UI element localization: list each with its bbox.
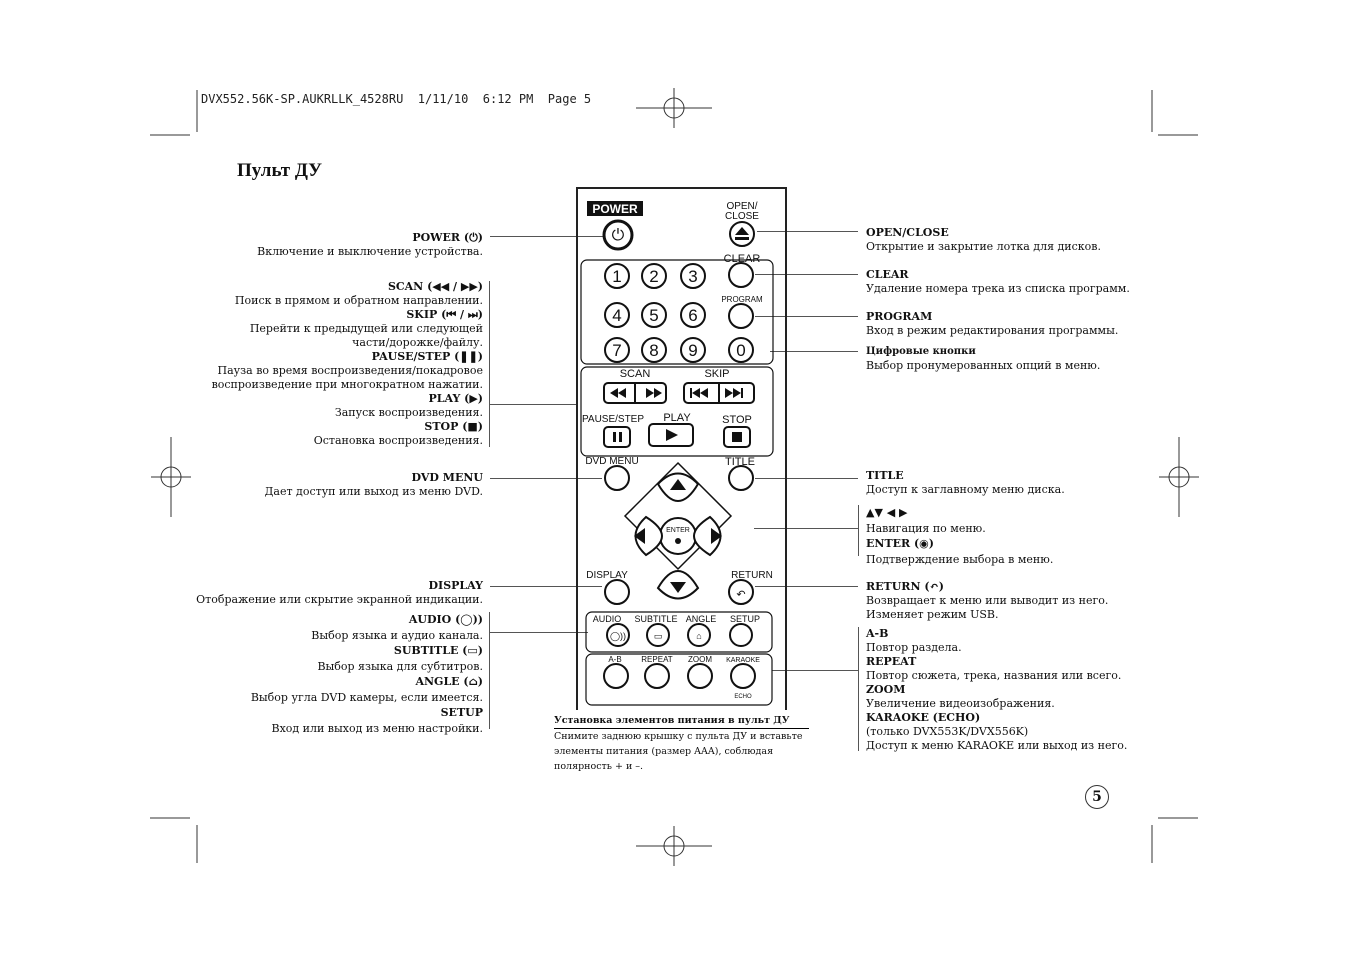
remote-digit-9: 9 [688,341,698,360]
nav-label: ▲▼ ◀ ▶ [866,506,908,519]
remote-digit-7: 7 [612,341,622,360]
ab-group-desc [866,627,1136,753]
remote-dvdmenu-label: DVD MENU [585,456,639,467]
enter-label: ENTER (◉) [866,537,934,550]
digits-label: Цифровые кнопки [866,346,976,357]
remote-clear-label: CLEAR [723,253,761,265]
leader-transport [490,404,578,405]
return-text-1: Возвращает к меню или выводит из него. [866,594,1109,607]
play-label: PLAY (▶) [428,392,483,405]
battery-note-line1: Снимите заднюю крышку с пульта ДУ и вставьте [554,731,803,742]
transport-desc [183,280,483,448]
page-number: 5 [1085,785,1109,809]
karaoke-text-1: (только DVX553K/DVX556K) [866,725,1029,738]
remote-subtitle-label: SUBTITLE [634,614,678,624]
display-desc [183,579,483,607]
nav-text: Навигация по меню. [866,521,986,535]
play-text: Запуск воспроизведения. [334,406,483,419]
audio-group-desc [183,612,483,736]
digits-text: Выбор пронумерованных опций в меню. [866,359,1101,372]
remote-play-label: PLAY [663,412,691,424]
skip-text-2: части/дорожке/файлу. [352,336,483,349]
display-text: Отображение или скрытие экранной индикации. [196,593,483,606]
stop-label: STOP (■) [424,420,483,433]
power-text: Включение и выключение устройства. [257,245,483,258]
clear-text: Удаление номера трека из списка программ. [866,282,1130,295]
skip-label: SKIP (⏮ / ⏭) [406,308,483,321]
title-desc [866,469,1136,497]
power-desc [183,231,483,259]
remote-digit-6: 6 [688,306,698,325]
bracket-nav [858,505,859,556]
dvdmenu-text: Дает доступ или выход из меню DVD. [264,485,483,498]
svg-text:↶: ↶ [736,589,746,601]
remote-enter-label: ENTER [666,527,690,534]
title-text: Доступ к заглавному меню диска. [866,483,1065,496]
remote-stop-label: STOP [722,414,752,426]
remote-title-label: TITLE [725,456,755,468]
subtitle-label: SUBTITLE (▭) [393,644,483,657]
svg-text:▭: ▭ [653,631,663,641]
skip-text-1: Перейти к предыдущей или следующей [249,322,483,335]
return-label: RETURN (↶) [866,580,944,593]
openclose-desc [866,226,1136,254]
remote-program-label: PROGRAM [721,295,763,304]
remote-scan-label: SCAN [619,368,651,380]
remote-power-label: POWER [592,202,638,216]
repeat-label: REPEAT [866,655,917,668]
openclose-label: OPEN/CLOSE [866,226,949,239]
karaoke-text-2: Доступ к меню KARAOKE или выход из него. [866,739,1128,752]
ab-label: A-B [866,627,889,640]
dvdmenu-desc [183,471,483,499]
program-desc [866,310,1136,338]
remote-open-label: OPEN/ [726,201,758,212]
remote-repeat-label: REPEAT [641,655,673,664]
setup-label: SETUP [440,706,483,719]
enter-text: Подтверждение выбора в меню. [866,552,1054,566]
remote-buttons [576,187,785,709]
program-label: PROGRAM [866,310,933,323]
remote-close-label: CLOSE [725,211,759,222]
program-text: Вход в режим редактирования программы. [866,324,1119,337]
battery-note-title: Установка элементов питания в пульт ДУ [554,713,809,729]
battery-note-line3: полярность + и –. [554,761,644,772]
nav-desc [866,505,1136,567]
angle-label: ANGLE (⌂) [415,675,483,688]
leader-audio [490,632,588,633]
audio-label: AUDIO (◯)) [408,613,483,626]
remote-skip-label: SKIP [704,368,730,380]
return-desc [866,580,1136,622]
remote-digit-8: 8 [649,341,659,360]
zoom-text: Увеличение видеоизображения. [866,697,1055,710]
remote-return-label: RETURN [731,570,773,581]
digits-desc [866,344,1136,373]
subtitle-text: Выбор языка для субтитров. [317,659,483,673]
bracket-audio [489,612,490,729]
svg-text:⏻: ⏻ [611,227,625,244]
repeat-text: Повтор сюжета, трека, названия или всего. [866,669,1122,682]
page-title: Пульт ДУ [237,160,323,181]
scan-label: SCAN (◀◀ / ▶▶) [387,280,483,293]
svg-text:⌂: ⌂ [696,631,702,641]
remote-digit-5: 5 [649,306,659,325]
remote-zoom-label: ZOOM [688,655,712,664]
remote-digit-0: 0 [736,341,746,360]
return-text-2: Изменяет режим USB. [866,608,999,621]
remote-angle-label: ANGLE [685,614,717,624]
print-header: DVX552.56K-SP.AUKRLLK_4528RU 1/11/10 6:12 PM Page 5 [201,92,592,106]
title-label: TITLE [866,469,904,482]
scan-text: Поиск в прямом и обратном направлении. [234,294,483,307]
remote-echo-label: ECHO [734,694,752,700]
bracket-ab [858,627,859,751]
svg-text:◯)): ◯)) [609,631,627,641]
remote-digit-1: 1 [612,267,622,286]
pause-text-2: воспроизведение при многократном нажатии. [211,378,483,391]
remote-ab-label: A-B [608,655,622,664]
clear-label: CLEAR [866,268,909,281]
remote-display-label: DISPLAY [586,570,628,581]
battery-note-line2: элементы питания (размер AAA), соблюдая [554,746,774,757]
bracket-transport [489,281,490,447]
remote-digit-3: 3 [688,267,698,286]
angle-text: Выбор угла DVD камеры, если имеется. [250,690,483,704]
ab-text: Повтор раздела. [866,641,962,654]
pause-text-1: Пауза во время воспроизведения/покадровое [217,364,483,377]
openclose-text: Открытие и закрытие лотка для дисков. [866,240,1101,253]
battery-note [554,713,814,774]
zoom-label: ZOOM [866,683,906,696]
power-label: POWER (⏻) [412,231,483,244]
audio-text: Выбор языка и аудио канала. [311,628,483,642]
remote-setup-label: SETUP [729,614,761,624]
stop-text: Остановка воспроизведения. [313,434,483,447]
dvdmenu-label: DVD MENU [411,471,483,484]
setup-text: Вход или выход из меню настройки. [271,721,483,735]
remote-pause-label: PAUSE/STEP [581,414,645,425]
display-label: DISPLAY [428,579,483,592]
remote-digit-4: 4 [612,306,622,325]
remote-karaoke-label: KARAOKE [726,657,760,664]
pause-label: PAUSE/STEP (❚❚) [371,350,483,363]
karaoke-label: KARAOKE (ECHO) [866,711,981,724]
remote-audio-label: AUDIO [592,614,622,624]
remote-digit-2: 2 [649,267,659,286]
clear-desc [866,268,1136,296]
